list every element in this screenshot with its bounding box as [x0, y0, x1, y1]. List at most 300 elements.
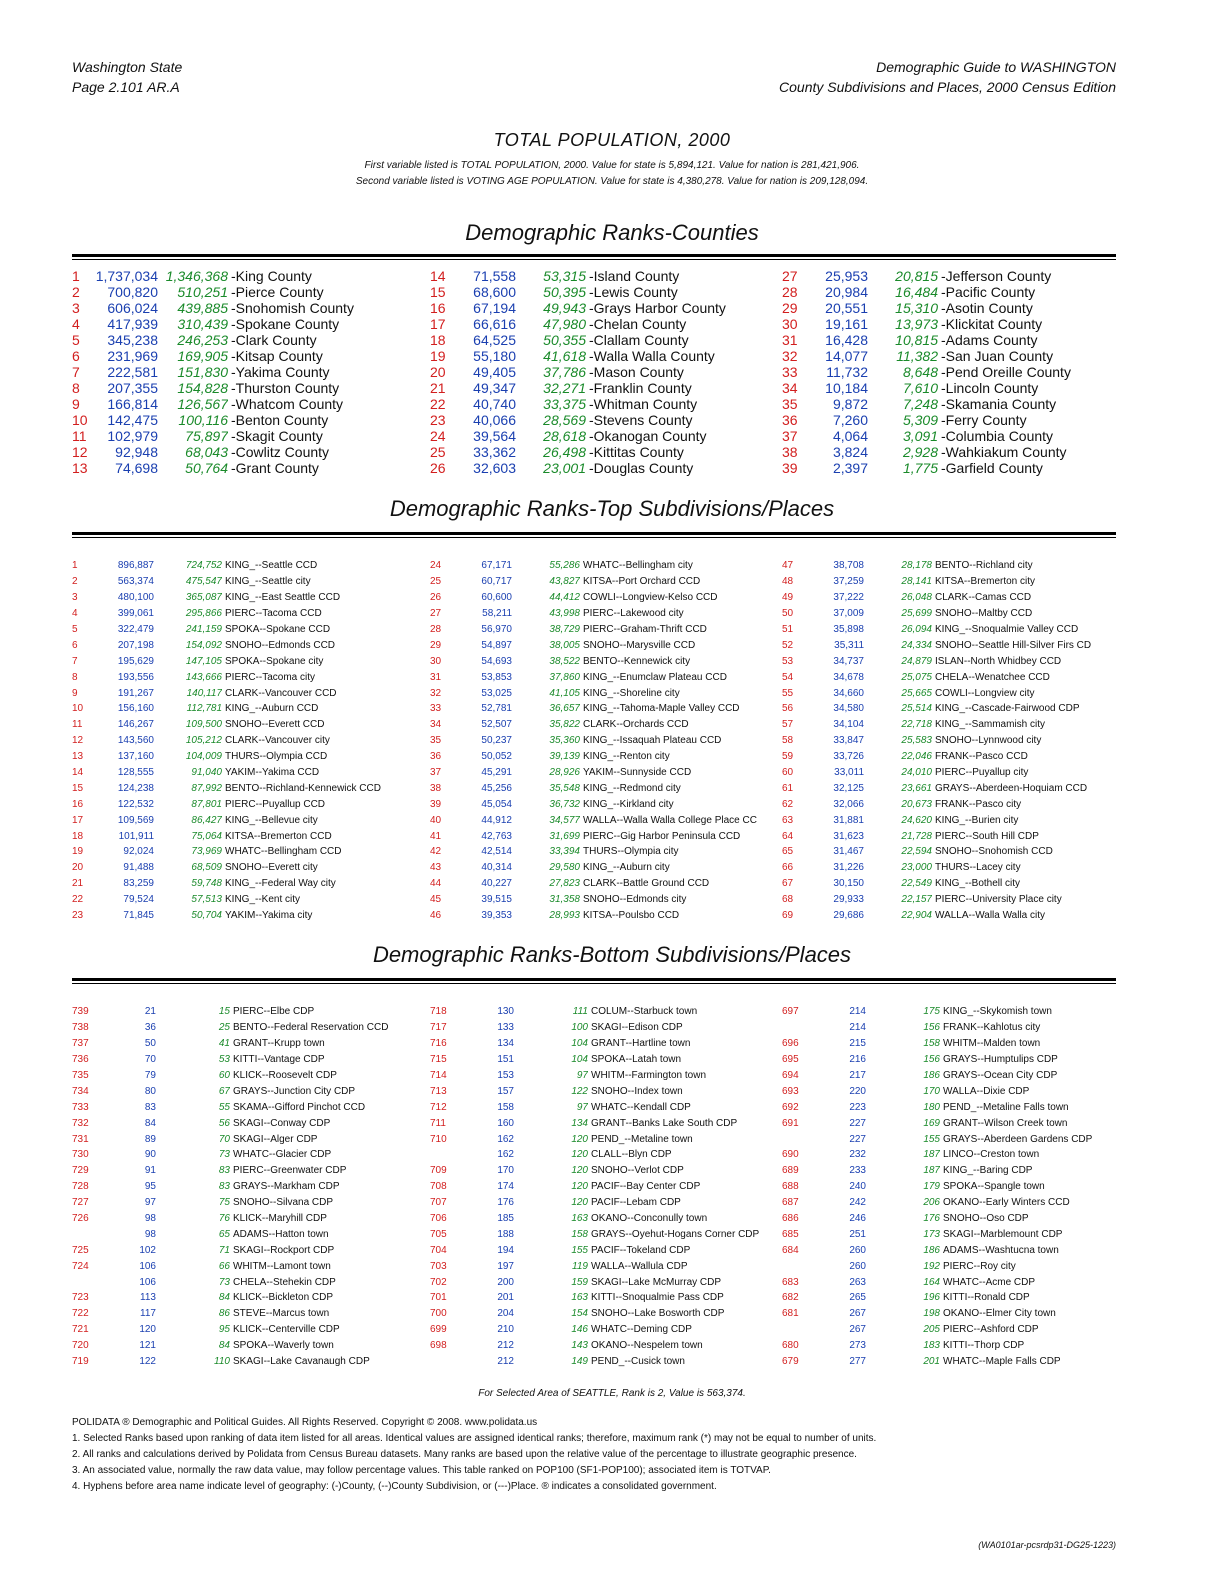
- area-name-cell: -Lincoln County: [941, 380, 1039, 396]
- rank-row: [782, 1354, 1133, 1370]
- voting-age-cell: 66: [218, 1260, 230, 1272]
- rank-cell: 46: [430, 910, 442, 922]
- voting-age-cell: 26,498: [543, 444, 586, 460]
- rank-cell: 1: [72, 560, 78, 572]
- area-name-cell: KING_--Bothell city: [935, 878, 1021, 890]
- rank-cell: 705: [430, 1228, 447, 1240]
- rank-cell: 14: [430, 268, 446, 284]
- total-population-cell: 49,405: [473, 364, 516, 380]
- voting-age-cell: 31,358: [549, 894, 580, 906]
- selected-area-note: For Selected Area of SEATTLE, Rank is 2, Value is 563,374.: [478, 1388, 746, 1399]
- header-left: [72, 57, 182, 97]
- total-population-cell: 95: [144, 1181, 156, 1193]
- rank-row: [782, 1115, 1133, 1131]
- rank-row: [72, 428, 411, 444]
- rank-cell: 39: [430, 798, 442, 810]
- area-name-cell: SKAGI--Marblemount CDP: [943, 1228, 1063, 1240]
- total-population-cell: 277: [849, 1356, 866, 1368]
- total-population-cell: 39,564: [473, 428, 516, 444]
- total-population-cell: 30,150: [833, 878, 864, 890]
- area-name-cell: KING_--Seattle CCD: [225, 560, 318, 572]
- rank-cell: 720: [72, 1340, 89, 1352]
- voting-age-cell: 120: [571, 1149, 588, 1161]
- rank-row: [72, 892, 420, 908]
- rank-row: [782, 780, 1130, 796]
- section-rule: [72, 532, 1116, 538]
- area-name-cell: -Pierce County: [231, 284, 324, 300]
- rank-cell: 728: [72, 1181, 89, 1193]
- rank-row: [430, 765, 778, 781]
- area-name-cell: PEND_--Metaline Falls town: [943, 1101, 1069, 1113]
- rank-cell: 30: [782, 316, 798, 332]
- area-name-cell: PIERC--Graham-Thrift CCD: [583, 624, 707, 635]
- area-name-cell: PEND_--Cusick town: [591, 1356, 685, 1368]
- total-population-cell: 246: [849, 1213, 866, 1225]
- area-name-cell: BENTO--Kennewick city: [583, 655, 691, 667]
- rank-row: [430, 396, 769, 412]
- rank-cell: 24: [430, 560, 442, 572]
- rank-row: [72, 701, 420, 717]
- total-population-cell: 137,160: [117, 751, 154, 763]
- rank-row: [72, 1131, 423, 1147]
- area-name-cell: PIERC--Elbe CDP: [233, 1006, 315, 1018]
- rank-row: [430, 828, 778, 844]
- rank-row: [430, 892, 778, 908]
- voting-age-cell: 28,618: [543, 428, 586, 444]
- area-name-cell: -Klickitat County: [941, 316, 1043, 332]
- total-population-cell: 156,160: [117, 703, 154, 715]
- total-population-cell: 216: [849, 1054, 866, 1066]
- total-population-cell: 212: [497, 1340, 514, 1352]
- rank-cell: 35: [782, 396, 798, 412]
- rank-row: [72, 380, 411, 396]
- total-population-cell: 143,560: [117, 735, 154, 747]
- rank-cell: 23: [430, 412, 446, 428]
- voting-age-cell: 510,251: [177, 284, 228, 300]
- total-population-cell: 60,600: [481, 592, 512, 604]
- rank-cell: 719: [72, 1356, 89, 1368]
- voting-age-cell: 724,752: [185, 560, 222, 572]
- rank-cell: 708: [430, 1181, 447, 1193]
- area-name-cell: -Skamania County: [941, 396, 1057, 412]
- area-name-cell: -Spokane County: [231, 316, 340, 332]
- rank-row: [72, 637, 420, 653]
- rank-cell: 40: [430, 814, 442, 826]
- rank-row: [782, 717, 1130, 733]
- voting-age-cell: 38,522: [549, 655, 580, 667]
- rank-row: [782, 444, 1121, 460]
- area-name-cell: SNOHO--Lake Bosworth CDP: [591, 1308, 725, 1320]
- rank-row: [782, 574, 1130, 590]
- rank-row: [782, 1179, 1133, 1195]
- rank-cell: 52: [782, 639, 794, 651]
- rank-cell: 43: [430, 862, 442, 874]
- rank-row: [430, 364, 769, 380]
- area-name-cell: PACIF--Lebam CDP: [591, 1197, 681, 1209]
- rank-cell: 689: [782, 1165, 799, 1177]
- total-population-cell: 232: [849, 1149, 866, 1161]
- voting-age-cell: 170: [923, 1085, 940, 1097]
- total-population-cell: 54,897: [481, 639, 512, 651]
- rank-cell: 22: [72, 894, 84, 906]
- voting-age-cell: 25: [218, 1022, 230, 1034]
- area-name-cell: FRANK--Kahlotus city: [943, 1022, 1041, 1034]
- voting-age-cell: 44,412: [549, 592, 580, 604]
- area-name-cell: -Wahkiakum County: [941, 444, 1067, 460]
- rank-cell: 34: [782, 380, 798, 396]
- rank-row: [430, 1226, 781, 1242]
- area-name-cell: SPOKA--Spokane city: [225, 655, 324, 667]
- voting-age-cell: 143,666: [185, 671, 222, 683]
- rank-row: [430, 796, 778, 812]
- rank-cell: 17: [430, 316, 446, 332]
- total-population-cell: 322,479: [117, 624, 154, 635]
- rank-cell: [782, 1020, 804, 1036]
- voting-age-cell: 41,105: [549, 687, 580, 699]
- total-population-cell: 1,737,034: [95, 268, 158, 284]
- voting-age-cell: 154,092: [185, 639, 222, 651]
- total-population-cell: 89: [144, 1133, 156, 1145]
- voting-age-cell: 83: [218, 1165, 230, 1177]
- voting-age-cell: 120: [571, 1165, 588, 1177]
- footnotes: [72, 1415, 1122, 1495]
- voting-age-cell: 110: [214, 1356, 230, 1368]
- rank-cell: 9: [72, 687, 78, 699]
- rank-row: [430, 1083, 781, 1099]
- rank-row: [72, 908, 420, 924]
- rank-cell: 44: [430, 878, 442, 890]
- voting-age-cell: 120: [571, 1197, 588, 1209]
- rank-row: [72, 1163, 423, 1179]
- rank-cell: 11: [72, 428, 87, 444]
- total-population-cell: 606,024: [107, 300, 158, 316]
- voting-age-cell: 50,395: [543, 284, 586, 300]
- voting-age-cell: 25,665: [901, 687, 932, 699]
- rank-row: [430, 1274, 781, 1290]
- area-name-cell: FRANK--Pasco city: [935, 798, 1022, 810]
- total-population-cell: 227: [849, 1117, 866, 1129]
- area-name-cell: -Chelan County: [589, 316, 687, 332]
- rank-cell: 732: [72, 1117, 89, 1129]
- rank-cell: 24: [430, 428, 446, 444]
- total-population-cell: 231,969: [107, 348, 158, 364]
- rank-row: [430, 348, 769, 364]
- total-population-cell: 29,686: [833, 910, 864, 922]
- rank-row: [782, 860, 1130, 876]
- rank-cell: 60: [782, 767, 794, 779]
- area-name-cell: -Island County: [589, 268, 680, 284]
- rank-cell: 702: [430, 1276, 447, 1288]
- total-population-cell: 35,898: [833, 624, 864, 635]
- voting-age-cell: 31,699: [549, 830, 580, 842]
- area-name-cell: PIERC--Ashford CDP: [943, 1324, 1039, 1336]
- total-population-cell: 106: [139, 1260, 156, 1272]
- voting-age-cell: 104: [571, 1038, 588, 1050]
- voting-age-cell: 73: [218, 1276, 230, 1288]
- total-population-cell: 33,726: [833, 751, 864, 763]
- voting-age-cell: 22,046: [901, 751, 932, 763]
- rank-row: [430, 1290, 781, 1306]
- area-name-cell: PACIF--Tokeland CDP: [591, 1244, 691, 1256]
- rank-row: [430, 1242, 781, 1258]
- rank-cell: 695: [782, 1054, 799, 1066]
- area-name-cell: PEND_--Metaline town: [591, 1133, 693, 1145]
- rank-cell: 716: [430, 1038, 447, 1050]
- voting-age-cell: 109,500: [185, 719, 222, 731]
- area-name-cell: WHATC--Acme CDP: [943, 1276, 1036, 1288]
- rank-row: [782, 268, 1121, 284]
- rank-row: [72, 332, 411, 348]
- total-population-cell: 31,467: [833, 846, 864, 858]
- voting-age-cell: 154,828: [177, 380, 228, 396]
- bottom-column: [782, 1004, 1133, 1369]
- area-name-cell: CLALL--Blyn CDP: [591, 1149, 672, 1161]
- area-name-cell: SKAGI--Edison CDP: [591, 1022, 683, 1034]
- rank-row: [72, 812, 420, 828]
- area-name-cell: SNOHO--Edmonds city: [583, 894, 687, 906]
- rank-cell: 714: [430, 1070, 447, 1081]
- rank-row: [72, 348, 411, 364]
- rank-row: [430, 558, 778, 574]
- area-name-cell: YAKIM--Sunnyside CCD: [583, 767, 692, 779]
- rank-row: [430, 1020, 781, 1036]
- total-population-cell: 214: [849, 1022, 866, 1034]
- rank-cell: 53: [782, 655, 794, 667]
- rank-row: [72, 1226, 423, 1242]
- area-name-cell: YAKIM--Yakima CCD: [225, 767, 320, 779]
- rank-cell: 59: [782, 751, 794, 763]
- rank-cell: 28: [430, 624, 442, 635]
- voting-age-cell: 29,580: [549, 862, 580, 874]
- voting-age-cell: 143: [571, 1340, 588, 1352]
- area-name-cell: SNOHO--Marysville CCD: [583, 639, 696, 651]
- rank-row: [430, 574, 778, 590]
- voting-age-cell: 8,648: [902, 364, 938, 380]
- area-name-cell: KLICK--Roosevelt CDP: [233, 1070, 337, 1081]
- voting-age-cell: 76: [218, 1213, 230, 1225]
- rank-cell: 36: [430, 751, 442, 763]
- rank-row: [782, 606, 1130, 622]
- voting-age-cell: 68,043: [185, 444, 228, 460]
- voting-age-cell: 22,549: [901, 878, 932, 890]
- total-population-cell: 70: [144, 1054, 156, 1066]
- rank-cell: 697: [782, 1006, 799, 1018]
- rank-cell: 735: [72, 1070, 89, 1081]
- rank-row: [430, 637, 778, 653]
- voting-age-cell: 67: [218, 1085, 230, 1097]
- total-population-cell: 45,054: [481, 798, 512, 810]
- total-population-cell: 195,629: [117, 655, 154, 667]
- rank-row: [782, 637, 1130, 653]
- rank-cell: 55: [782, 687, 794, 699]
- total-population-cell: 40,227: [481, 878, 512, 890]
- rank-cell: 683: [782, 1276, 799, 1288]
- area-name-cell: KING_--Kirkland city: [583, 798, 674, 810]
- rank-row: [430, 606, 778, 622]
- rank-cell: 10: [72, 703, 84, 715]
- voting-age-cell: 310,439: [177, 316, 228, 332]
- voting-age-cell: 50,355: [543, 332, 586, 348]
- area-name-cell: KING_--Skykomish town: [943, 1006, 1052, 1018]
- total-population-cell: 58,211: [482, 608, 512, 620]
- area-name-cell: SPOKA--Latah town: [591, 1054, 682, 1066]
- rank-row: [782, 412, 1121, 428]
- voting-age-cell: 73,969: [191, 846, 222, 858]
- rank-row: [72, 268, 411, 284]
- area-name-cell: GRAYS--Aberdeen-Hoquiam CCD: [935, 782, 1088, 794]
- rank-row: [430, 268, 769, 284]
- rank-row: [430, 1163, 781, 1179]
- voting-age-cell: 15,310: [895, 300, 938, 316]
- rank-cell: 29: [430, 639, 442, 651]
- voting-age-cell: 146: [571, 1324, 588, 1336]
- rank-row: [782, 590, 1130, 606]
- area-name-cell: PIERC--Puyallup city: [935, 767, 1029, 779]
- total-population-cell: 101,911: [118, 830, 154, 842]
- voting-age-cell: 187: [923, 1149, 940, 1161]
- voting-age-cell: 97: [576, 1101, 588, 1113]
- rank-cell: 27: [782, 268, 798, 284]
- total-population-cell: 162: [497, 1149, 514, 1161]
- voting-age-cell: 186: [923, 1244, 940, 1256]
- area-name-cell: ISLAN--North Whidbey CCD: [935, 655, 1062, 667]
- rank-row: [430, 1099, 781, 1115]
- rank-row: [72, 1290, 423, 1306]
- rank-cell: 57: [782, 719, 794, 731]
- voting-age-cell: 23,000: [901, 862, 932, 874]
- area-name-cell: ADAMS--Washtucna town: [943, 1244, 1059, 1256]
- rank-cell: 684: [782, 1244, 799, 1256]
- total-population-cell: 700,820: [107, 284, 158, 300]
- rank-cell: 707: [430, 1197, 447, 1209]
- rank-row: [72, 1179, 423, 1195]
- rank-row: [430, 1258, 781, 1274]
- rank-row: [72, 765, 420, 781]
- rank-cell: 27: [430, 608, 442, 620]
- area-name-cell: THURS--Lacey city: [935, 862, 1021, 874]
- rank-row: [782, 733, 1130, 749]
- rank-cell: 724: [72, 1260, 89, 1272]
- rank-row: [782, 749, 1130, 765]
- area-name-cell: KING_--Baring CDP: [943, 1165, 1033, 1177]
- rank-row: [782, 1147, 1133, 1163]
- total-population-cell: 109,569: [117, 814, 154, 826]
- voting-age-cell: 21,728: [901, 830, 932, 842]
- area-name-cell: CHELA--Wenatchee CCD: [935, 671, 1050, 683]
- total-population-cell: 44,912: [481, 814, 512, 826]
- rank-row: [782, 876, 1130, 892]
- voting-age-cell: 1,346,368: [165, 268, 228, 284]
- total-population-cell: 25,953: [825, 268, 868, 284]
- area-name-cell: PIERC--Tacoma city: [225, 671, 316, 683]
- total-population-cell: 193,556: [117, 671, 154, 683]
- rank-cell: 63: [782, 814, 794, 826]
- rank-cell: 4: [72, 316, 80, 332]
- rank-cell: 68: [782, 894, 794, 906]
- rank-row: [430, 653, 778, 669]
- rank-row: [430, 780, 778, 796]
- voting-age-cell: 35,360: [549, 735, 580, 747]
- total-population-cell: 31,623: [833, 830, 864, 842]
- total-population-cell: 91,488: [123, 862, 154, 874]
- rank-cell: 33: [782, 364, 798, 380]
- rank-cell: 20: [72, 862, 84, 874]
- area-name-cell: PIERC--Tacoma CCD: [225, 608, 322, 620]
- rank-cell: 62: [782, 798, 794, 810]
- area-name-cell: WALLA--Wallula CDP: [591, 1260, 688, 1272]
- voting-age-cell: 2,928: [902, 444, 938, 460]
- voting-age-cell: 20,815: [895, 268, 938, 284]
- rank-cell: 685: [782, 1228, 799, 1240]
- rank-cell: 691: [782, 1117, 799, 1129]
- rank-cell: 31: [782, 332, 798, 348]
- total-population-cell: 134: [497, 1038, 514, 1050]
- area-name-cell: -Jefferson County: [941, 268, 1052, 284]
- area-name-cell: GRANT--Wilson Creek town: [943, 1117, 1068, 1129]
- rank-row: [430, 812, 778, 828]
- area-name-cell: THURS--Olympia city: [583, 846, 679, 858]
- rank-cell: 706: [430, 1213, 447, 1225]
- total-population-cell: 217: [849, 1070, 866, 1081]
- area-name-cell: LINCO--Creston town: [943, 1149, 1040, 1161]
- total-population-cell: 60,717: [481, 576, 512, 588]
- voting-age-cell: 11,382: [896, 348, 938, 364]
- rank-cell: 35: [430, 735, 442, 747]
- rank-row: [782, 653, 1130, 669]
- area-name-cell: PIERC--South Hill CDP: [935, 830, 1039, 842]
- rank-row: [72, 558, 420, 574]
- rank-row: [782, 1290, 1133, 1306]
- total-population-cell: 267: [849, 1308, 866, 1320]
- voting-age-cell: 156: [923, 1054, 940, 1066]
- total-population-cell: 50,237: [481, 735, 512, 747]
- area-name-cell: -Okanogan County: [589, 428, 707, 444]
- rank-row: [72, 606, 420, 622]
- rank-cell: [72, 1226, 94, 1242]
- total-population-cell: 10,184: [825, 380, 868, 396]
- rank-cell: 56: [782, 703, 794, 715]
- total-population-cell: 32,125: [833, 782, 864, 794]
- rank-cell: 37: [782, 428, 798, 444]
- voting-age-cell: 47,980: [543, 316, 586, 332]
- voting-age-cell: 57,513: [191, 894, 222, 906]
- rank-row: [430, 844, 778, 860]
- total-population-cell: 417,939: [107, 316, 158, 332]
- rank-cell: [782, 1258, 804, 1274]
- area-name-cell: -Benton County: [231, 412, 329, 428]
- rank-row: [782, 348, 1121, 364]
- voting-age-cell: 53,315: [543, 268, 586, 284]
- rank-cell: 699: [430, 1324, 447, 1336]
- rank-cell: 739: [72, 1006, 89, 1018]
- voting-age-cell: 86,427: [191, 814, 222, 826]
- section-title-top: Demographic Ranks-Top Subdivisions/Places: [389, 496, 835, 521]
- total-population-cell: 98: [144, 1228, 156, 1240]
- voting-age-cell: 158: [923, 1038, 940, 1050]
- area-name-cell: WHITM--Farmington town: [591, 1070, 707, 1081]
- total-population-cell: 79: [144, 1070, 156, 1081]
- area-name-cell: SNOHO--Oso CDP: [943, 1213, 1029, 1225]
- area-name-cell: GRAYS--Humptulips CDP: [943, 1054, 1058, 1066]
- rank-row: [782, 844, 1130, 860]
- voting-age-cell: 84: [218, 1292, 230, 1304]
- total-population-cell: 31,881: [833, 814, 864, 826]
- rank-cell: 686: [782, 1213, 799, 1225]
- rank-cell: 3: [72, 592, 78, 604]
- total-population-cell: 223: [849, 1101, 866, 1113]
- rank-cell: 6: [72, 348, 80, 364]
- area-name-cell: SPOKA--Waverly town: [233, 1340, 334, 1352]
